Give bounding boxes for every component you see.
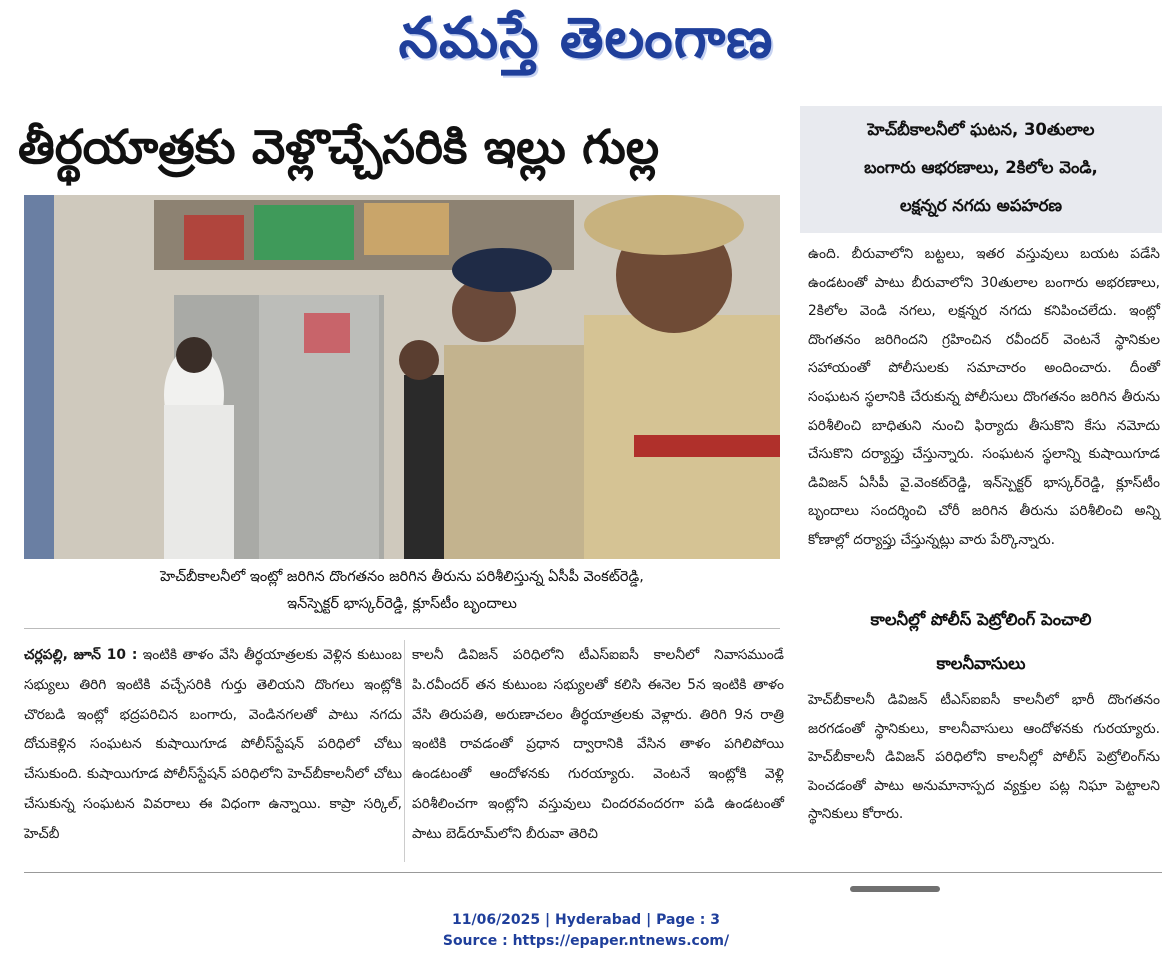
photo-caption-line2: ఇన్‌స్పెక్టర్ భాస్కర్‌రెడ్డి, క్లూస్‌టీం బృందాలు (287, 596, 517, 612)
article-column-2 (412, 641, 784, 850)
footer-source-line: Source : https://epaper.ntnews.com/ (442, 933, 730, 949)
photo-caption (24, 564, 780, 618)
cut-off-text-fragment (850, 886, 940, 892)
column-4-text: హెచ్‌బీకాలనీ డివిజన్ టీఎస్ఐఐసీ కాలనీలో భారీ దొంగతనం జరగడంతో స్థానికులు, కాలనీవాసులు ఆందోళనకు గురయ్యారు. హెచ్‌బీకాలనీ డివిజన్ పరిధిలోని కాలనీల్లో పోలీస్ పెట్రోలింగ్‌ను పెంచడంతో పాటు అనుమానాస్పద వ్యక్తుల పట్ల నిఘా పెట్టాలని స్థానికులు కోరారు. (808, 692, 1160, 823)
highlight-line-2: బంగారు ఆభరణాలు, 2కిలోల వెండి, (864, 157, 1098, 177)
news-photo (24, 195, 780, 559)
footer-date-line: 11/06/2025 | Hyderabad | Page : 3 (451, 912, 721, 928)
article-column-1 (24, 641, 402, 850)
newspaper-title: నమస్తే తెలంగాణ (398, 5, 774, 71)
article-column-4 (808, 686, 1160, 829)
highlight-line-1: హెచ్‌బీకాలనీలో ఘటన, 30తులాల (867, 119, 1095, 139)
highlight-line-3: లక్షన్నర నగదు అపహరణ (899, 196, 1063, 216)
page-bottom-rule (24, 872, 1162, 873)
column-1-text: ఇంటికి తాళం వేసి తీర్థయాత్రలకు వెళ్లిన కుటుంబ సభ్యులు తిరిగి ఇంటికి వచ్చేసరికి గుర్తు తెలియని దొంగలు ఇంట్లోకి చొరబడి ఇంట్లో భద్రపరిచిన బంగారు, వెండినగలతో పాటు నగదు దోచుకెళ్లిన సంఘటన కుషాయిగూడ పోలీస్‌స్టేషన్ పరిధిలో చోటు చేసుకుంది. కుషాయిగూడ పోలీస్‌స్టేషన్ పరిధిలోని హెచ్‌బీకాలనీలో చోటు చేసుకున్న సంఘటన వివరాలు ఈ విధంగా ఉన్నాయి. కాప్రా సర్కిల్, హెచ్‌బీ (24, 647, 402, 842)
highlight-box (800, 106, 1162, 233)
article-headline: తీర్థయాత్రకు వెళ్లొచ్చేసరికి ఇల్లు గుల్ల (18, 120, 660, 175)
subheading-line-1: కాలనీల్లో పోలీస్ పెట్రోలింగ్ పెంచాలి (870, 610, 1092, 629)
article-column-3 (808, 240, 1160, 555)
masthead (0, 0, 1172, 90)
subheading-line-2: కాలనీవాసులు (936, 654, 1026, 673)
caption-divider (24, 628, 780, 629)
column-3-text: ఉంది. బీరువాలోని బట్టలు, ఇతర వస్తువులు బయట పడేసి ఉండటంతో పాటు బీరువాలోని 30తులాల బంగారు అభరణాలు, 2కిలోల వెండి నగలు, లక్షన్నర నగదు కనిపించలేదు. ఇంట్లో దొంగతనం జరిగిందని గ్రహించిన రవీందర్ వెంటనే స్థానికుల సహాయంతో పోలీసులకు సమాచారం అందించారు. దీంతో సంఘటన స్థలానికి చేరుకున్న పోలీసులు దొంగతనం జరిగిన తీరును పరిశీలించి బాధితుని నుంచి ఫిర్యాదు తీసుకొని కేసు నమోదు చేసుకొని దర్యాప్తు చేస్తున్నారు. సంఘటన స్థలాన్ని కుషాయిగూడ డివిజన్ ఏసీపీ వై.వెంకట్‌రెడ్డి, ఇన్‌స్పెక్టర్ భాస్కర్‌రెడ్డి, క్లూస్‌టీం బృందాలు సందర్శించి చోరీ జరిగిన తీరును పరిశీలించి అన్ని కోణాల్లో దర్యాప్తు చేస్తున్నట్లు వారు పేర్కొన్నారు. (808, 246, 1160, 548)
page-footer (0, 910, 1172, 952)
column-2-text: కాలనీ డివిజన్ పరిధిలోని టీఎస్ఐఐసీ కాలనీలో నివాసముండే పి.రవీందర్ తన కుటుంబ సభ్యులతో కలిసి ఈనెల 5న ఇంటికి తాళం వేసి తిరుపతి, అరుణాచలం తీర్థయాత్రలకు వెళ్లారు. తిరిగి 9న రాత్రి ఇంటికి రావడంతో ప్రధాన ద్వారానికి వేసిన తాళం పగిలిపోయి ఉండటంతో ఆందోళనకు గురయ్యారు. వెంటనే ఇంట్లోకి వెళ్లి పరిశీలించగా ఇంట్లోని వస్తువులు చిందరవందరగా పడి ఉండటంతో పాటు బెడ్‌రూమ్‌లోని బీరువా తెరిచి (412, 647, 784, 842)
dateline: చర్లపల్లి, జూన్ 10 : (24, 647, 138, 663)
photo-caption-line1: హెచ్‌బీకాలనీలో ఇంట్లో జరిగిన దొంగతనం జరిగిన తీరును పరిశీలిస్తున్న ఏసీపీ వెంకట్‌రెడ్డి, (160, 569, 644, 585)
police-inspection-photo (24, 195, 780, 559)
column-divider (404, 640, 405, 862)
